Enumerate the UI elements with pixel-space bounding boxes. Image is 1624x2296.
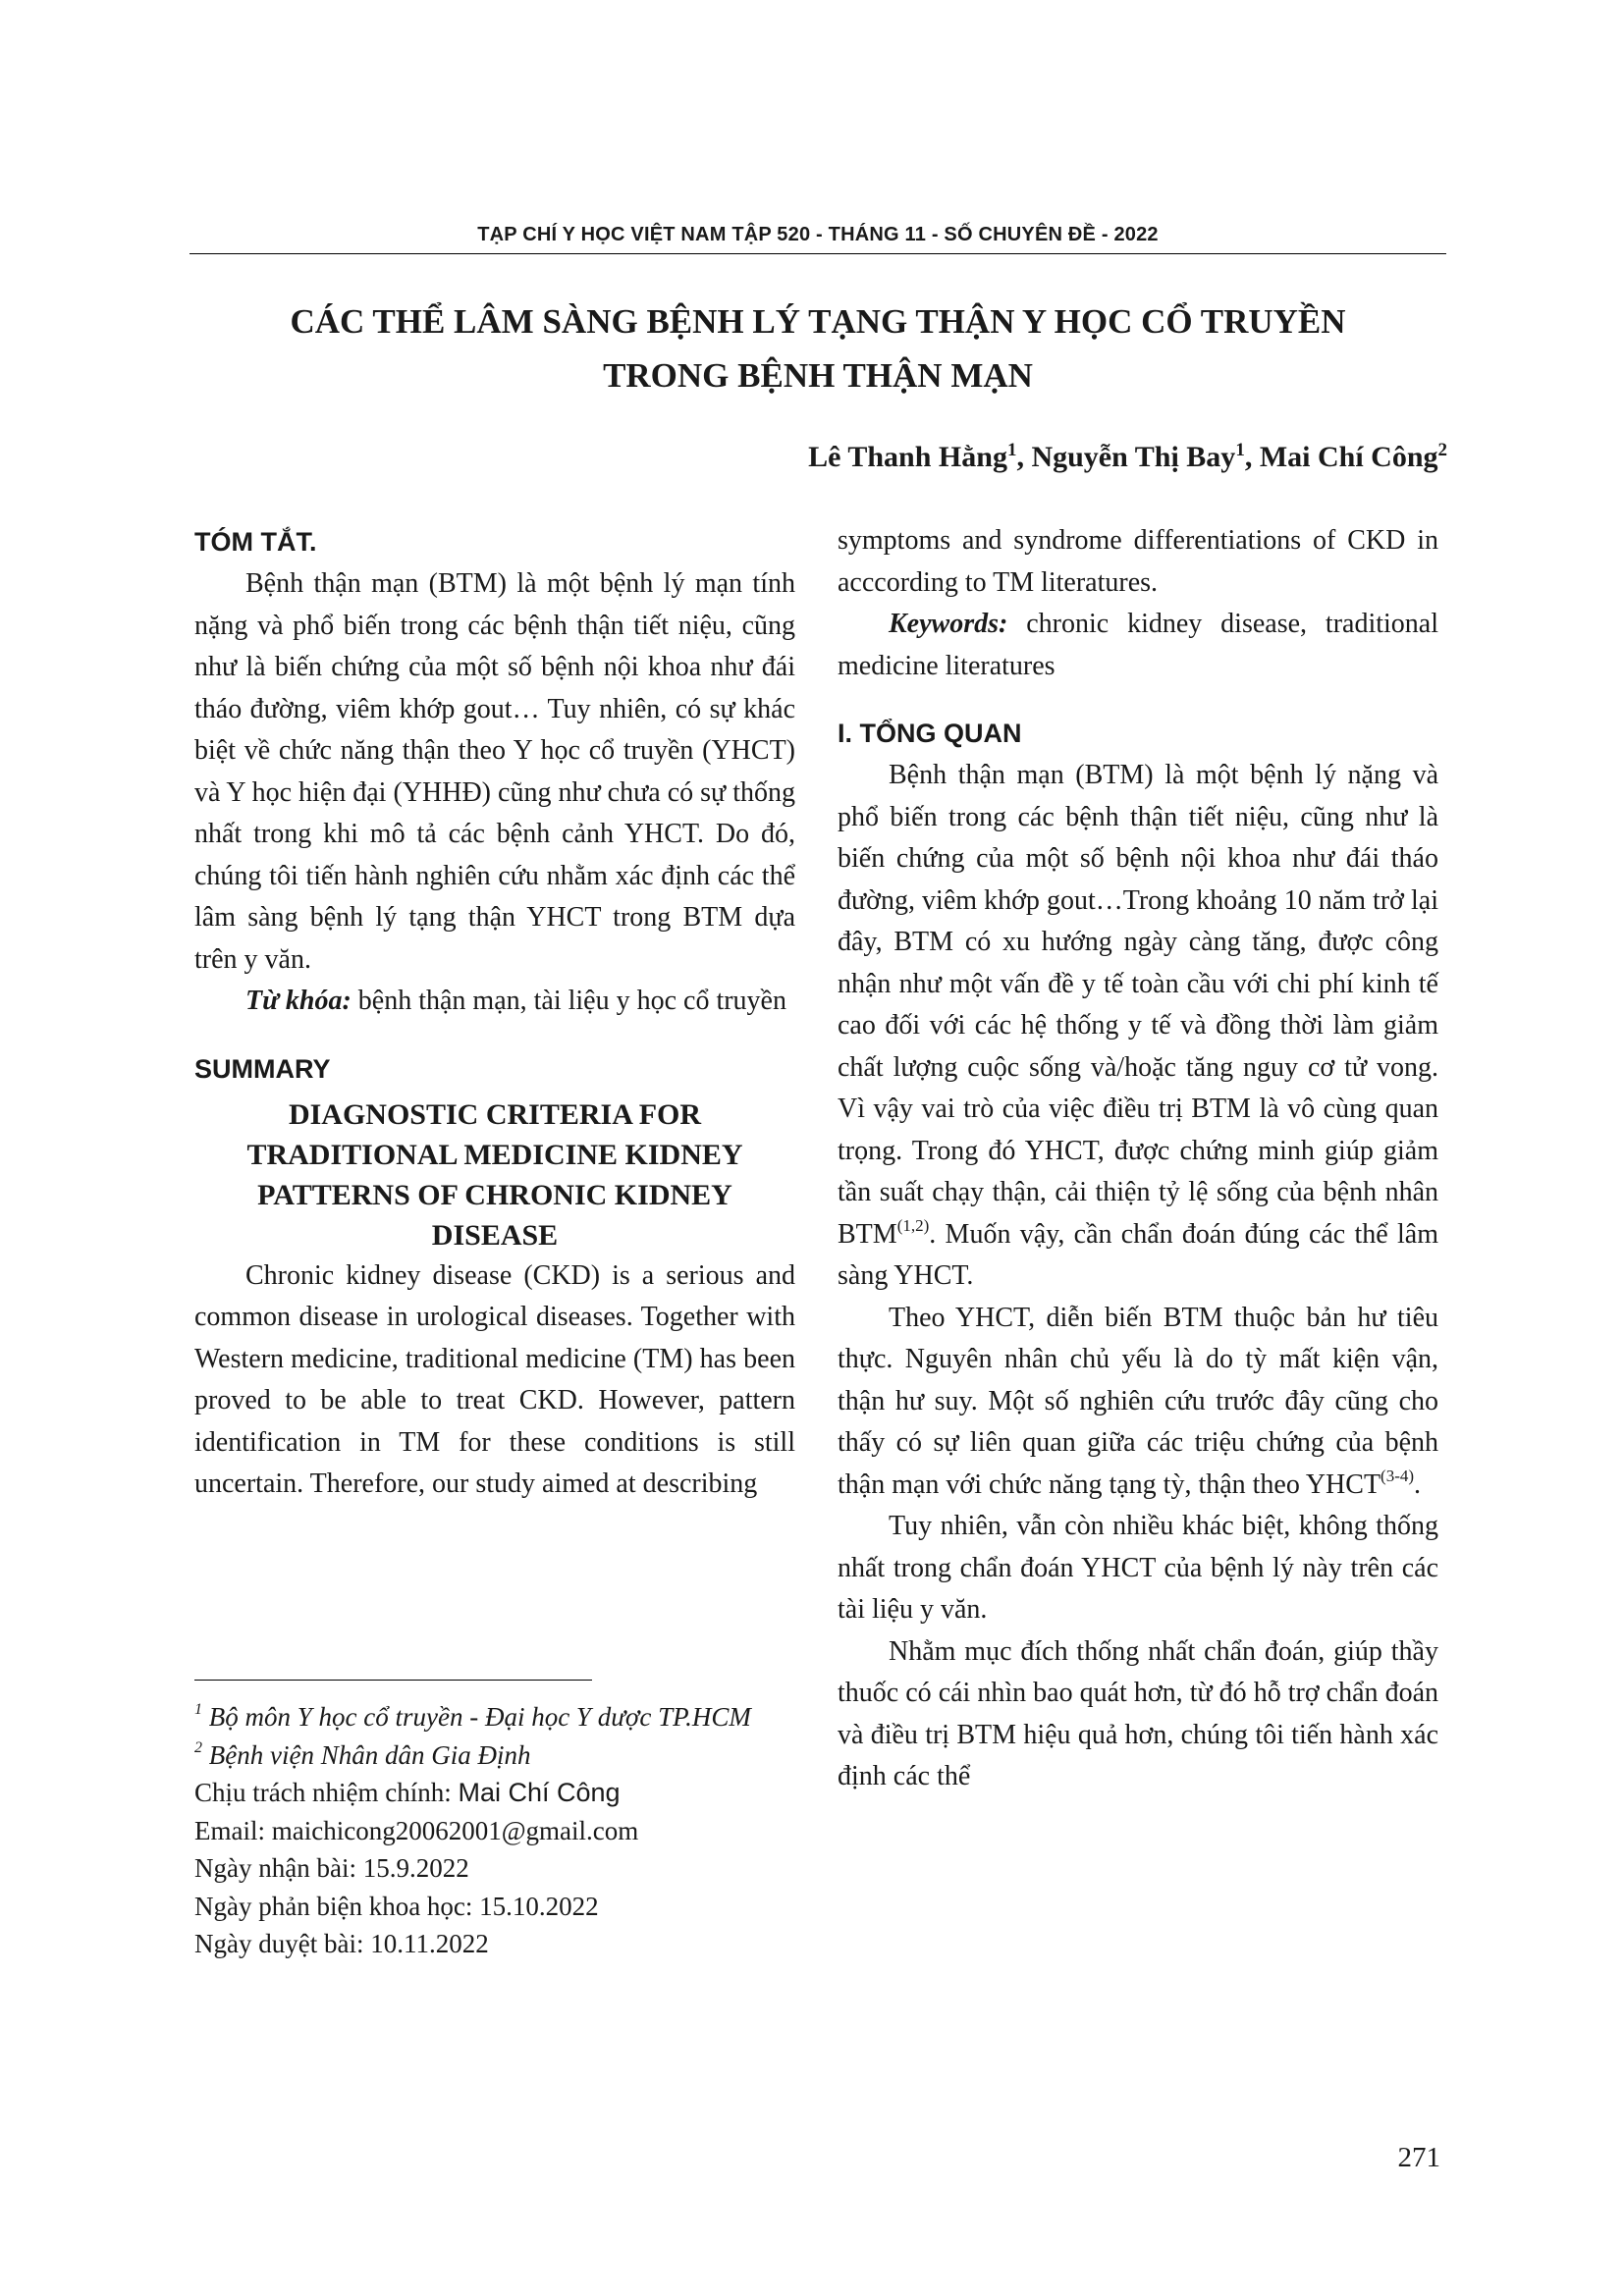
paragraph: Tuy nhiên, vẫn còn nhiều khác biệt, không thống nhất trong chẩn đoán YHCT của bệnh lý này trên các tài liệu y văn.	[838, 1511, 1438, 1625]
right-column	[838, 520, 1438, 1798]
citation: (1,2)	[896, 1215, 930, 1235]
author-affiliation: 1	[1235, 440, 1245, 460]
footnote-accepted: Ngày duyệt bài: 10.11.2022	[194, 1929, 489, 1958]
footnote-received: Ngày nhận bài: 15.9.2022	[194, 1853, 469, 1883]
article-title	[189, 294, 1446, 402]
paragraph-text: . Muốn vậy, cần chẩn đoán đúng các thể lâm sàng YHCT.	[838, 1218, 1438, 1291]
paragraph	[838, 755, 1438, 1298]
footnote-responsible	[194, 1774, 795, 1812]
paragraph: Nhằm mục đích thống nhất chẩn đoán, giúp thầy thuốc có cái nhìn bao quát hơn, từ đó hỗ trợ chẩn đoán và điều trị BTM hiệu quả hơn, chúng tôi tiến hành xác định các thể	[838, 1635, 1438, 1791]
title-line-1: CÁC THỂ LÂM SÀNG BỆNH LÝ TẠNG THẬN Y HỌC CỔ TRUYỀN	[290, 302, 1346, 341]
footnotes	[194, 1698, 795, 1963]
keywords-text: bệnh thận mạn, tài liệu y học cổ truyền	[351, 986, 786, 1016]
footnote-email: Email: maichicong20062001@gmail.com	[194, 1815, 639, 1845]
abstract-body: Bệnh thận mạn (BTM) là một bệnh lý mạn tính nặng và phổ biến trong các bệnh thận tiết niệu, cũng như là biến chứng của một số bệnh nội khoa như đái tháo đường, viêm khớp gout… Tuy nhiên, có sự khác biệt về chức năng thận theo Y học cổ truyền (YHCT) và Y học hiện đại (YHHĐ) cũng như chưa có sự thống nhất trong khi mô tả các bệnh cảnh YHCT. Do đó, chúng tôi tiến hành nghiên cứu nhằm xác định các thể lâm sàng bệnh lý tạng thận YHCT trong BTM dựa trên y văn.	[194, 568, 795, 975]
author-list	[808, 440, 1447, 474]
footnote-text: Bộ môn Y học cổ truyền - Đại học Y dược TP.HCM	[202, 1702, 751, 1732]
footnote-affiliation-2	[194, 1736, 795, 1775]
keywords-en	[838, 604, 1438, 687]
keywords-vi	[194, 981, 795, 1023]
summary-body-continued: symptoms and syndrome differentiations of CKD in acccording to TM literatures.	[838, 525, 1438, 598]
author-separator: ,	[1244, 441, 1260, 473]
author-name: Lê Thanh Hằng	[808, 441, 1007, 473]
keywords-text: chronic kidney disease, traditional medicine literatures	[838, 609, 1438, 681]
keywords-label: Từ khóa:	[245, 986, 352, 1016]
journal-running-header: TẠP CHÍ Y HỌC VIỆT NAM TẬP 520 - THÁNG 11 - SỐ CHUYÊN ĐỀ - 2022	[477, 224, 1159, 245]
page-number: 271	[1397, 2142, 1440, 2173]
citation: (3-4)	[1380, 1466, 1415, 1485]
footnote-rule	[194, 1680, 592, 1681]
paragraph-text: Bệnh thận mạn (BTM) là một bệnh lý nặng và phổ biến trong các bệnh thận tiết niệu, cũng như là biến chứng của một số bệnh nội khoa như đái tháo đường, viêm khớp gout…Trong khoảng 10 năm trở lại đây, BTM có xu hướng ngày càng tăng, được công nhận như một vấn đề y tế toàn cầu với chi phí kinh tế cao đối với các hệ thống y tế và đồng thời làm giảm chất lượng cuộc sống và/hoặc tăng nguy cơ tử vong. Vì vậy vai trò của việc điều trị BTM là vô cùng quan trọng. Trong đó YHCT, được chứng minh giúp giảm tần suất chạy thận, cải thiện tỷ lệ sống của bệnh nhân BTM	[838, 760, 1438, 1250]
header-rule	[189, 253, 1446, 254]
keywords-label: Keywords:	[889, 609, 1008, 639]
summary-title-line: DIAGNOSTIC CRITERIA FOR	[288, 1097, 702, 1131]
left-column	[194, 520, 795, 1506]
section-heading: I. TỔNG QUAN	[838, 719, 1022, 748]
abstract-heading: TÓM TẮT.	[194, 527, 317, 557]
summary-title-line: PATTERNS OF CHRONIC KIDNEY	[257, 1178, 732, 1211]
footnote-marker: 2	[194, 1738, 202, 1756]
responsible-name: Mai Chí Công	[458, 1778, 621, 1807]
author-name: Nguyễn Thị Bay	[1031, 441, 1236, 473]
paragraph	[838, 1298, 1438, 1507]
author-name: Mai Chí Công	[1259, 441, 1438, 473]
author-separator: ,	[1016, 441, 1032, 473]
summary-title-line: DISEASE	[431, 1218, 559, 1252]
summary-title	[194, 1095, 795, 1255]
summary-body: Chronic kidney disease (CKD) is a serious and common disease in urological diseases. Together with Western medicine, traditional medicine (TM) has been proved to be able to treat CKD. However, pattern identification in TM for these conditions is still uncertain. Therefore, our study aimed at describing	[194, 1259, 795, 1499]
author-affiliation: 1	[1006, 440, 1017, 460]
footnote-affiliation-1	[194, 1698, 795, 1736]
author-affiliation: 2	[1437, 440, 1447, 460]
summary-heading: SUMMARY	[194, 1053, 331, 1084]
footnote-text: Bệnh viện Nhân dân Gia Định	[202, 1739, 531, 1770]
paragraph-text: .	[1414, 1468, 1422, 1500]
paragraph-text: Theo YHCT, diễn biến BTM thuộc bản hư tiêu thực. Nguyên nhân chủ yếu là do tỳ mất kiện vận, thận hư suy. Một số nghiên cứu trước đây cũng cho thấy có sự liên quan giữa các triệu chứng của bệnh thận mạn với chức năng tạng tỳ, thận theo YHCT	[838, 1302, 1438, 1500]
responsible-label: Chịu trách nhiệm chính:	[194, 1778, 459, 1807]
footnote-reviewed: Ngày phản biện khoa học: 15.10.2022	[194, 1891, 599, 1921]
footnote-marker: 1	[194, 1701, 202, 1718]
title-line-2: TRONG BỆNH THẬN MẠN	[603, 356, 1033, 395]
summary-title-line: TRADITIONAL MEDICINE KIDNEY	[246, 1138, 743, 1171]
